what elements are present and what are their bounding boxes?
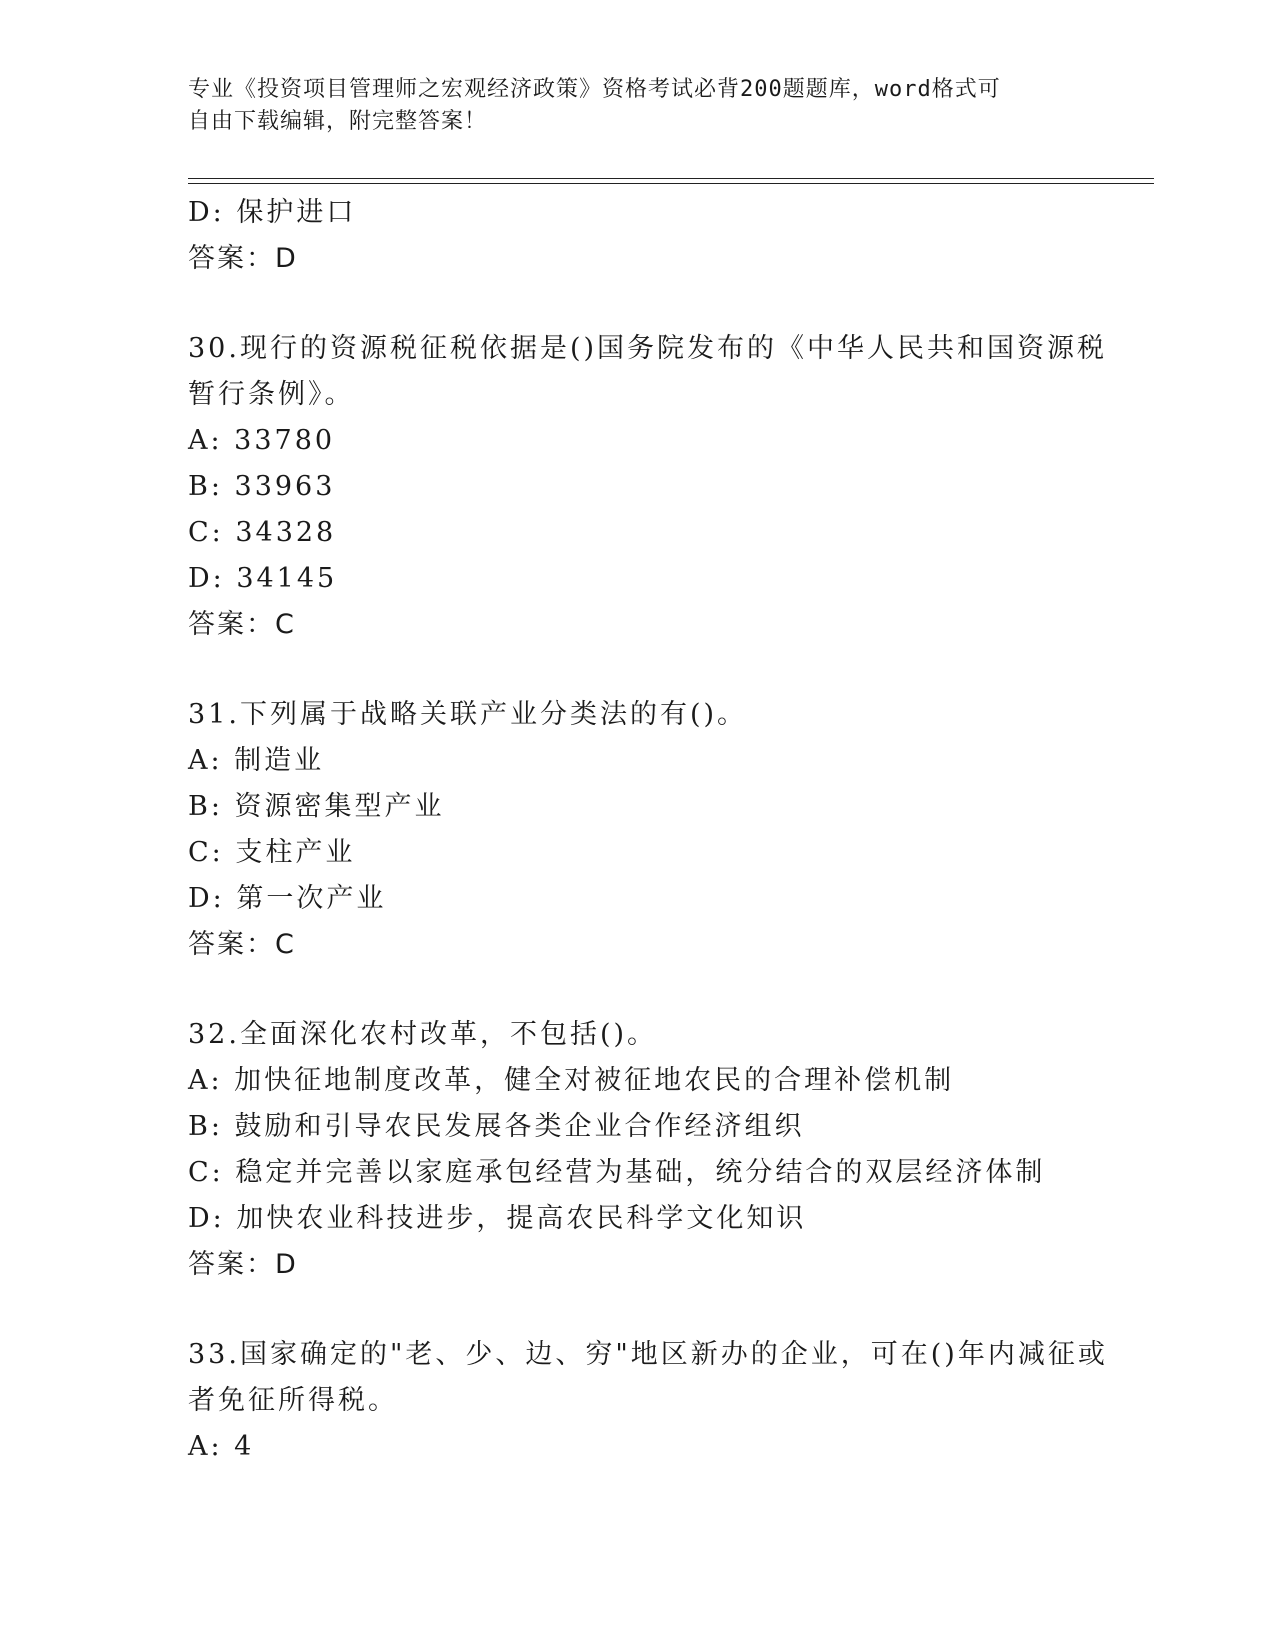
question-32-option-d: D: 加快农业科技进步，提高农民科学文化知识 — [188, 1203, 807, 1234]
question-32-option-b: B: 鼓励和引导农民发展各类企业合作经济组织 — [188, 1111, 805, 1142]
prev-option-d: D: 保护进口 — [188, 197, 357, 228]
question-30-text-line-2: 暂行条例》。 — [188, 379, 355, 410]
question-32-text: 32.全面深化农村改革，不包括()。 — [188, 1019, 658, 1050]
header-title-line-1: 专业《投资项目管理师之宏观经济政策》资格考试必背200题题库，word格式可 — [188, 77, 1001, 102]
spacer — [188, 648, 1088, 692]
spacer — [188, 1288, 1088, 1332]
question-33-text-line-2: 者免征所得税。 — [188, 1385, 398, 1416]
question-33-option-a: A: 4 — [188, 1431, 255, 1462]
prev-answer: 答案：D — [188, 243, 298, 274]
question-32-answer: 答案：D — [188, 1249, 298, 1280]
question-30-answer: 答案：C — [188, 609, 296, 640]
question-30-text-line-1: 30.现行的资源税征税依据是()国务院发布的《中华人民共和国资源税 — [188, 333, 1108, 364]
question-30-option-d: D: 34145 — [188, 563, 338, 594]
question-31-option-a: A: 制造业 — [188, 745, 325, 776]
question-32 — [188, 1012, 1088, 1288]
question-30-option-c: C: 34328 — [188, 517, 337, 548]
spacer — [188, 282, 1088, 326]
header-title-line-2: 自由下载编辑，附完整答案！ — [188, 109, 488, 134]
question-31-text: 31.下列属于战略关联产业分类法的有()。 — [188, 699, 748, 730]
question-30-option-a: A: 33780 — [188, 425, 336, 456]
spacer — [188, 968, 1088, 1012]
header-divider-bottom — [188, 183, 1154, 184]
question-31-option-c: C: 支柱产业 — [188, 837, 356, 868]
question-30-option-b: B: 33963 — [188, 471, 336, 502]
question-31-option-b: B: 资源密集型产业 — [188, 791, 445, 822]
question-30 — [188, 326, 1108, 648]
question-33-text-line-1: 33.国家确定的"老、少、边、穷"地区新办的企业，可在()年内减征或 — [188, 1339, 1108, 1370]
question-31-answer: 答案：C — [188, 929, 296, 960]
header-divider-top — [188, 178, 1154, 179]
document-header — [188, 74, 1088, 138]
question-33 — [188, 1332, 1108, 1470]
question-32-option-c: C: 稳定并完善以家庭承包经营为基础，统分结合的双层经济体制 — [188, 1157, 1046, 1188]
question-list — [188, 190, 1108, 1470]
question-31 — [188, 692, 1088, 968]
question-32-option-a: A: 加快征地制度改革，健全对被征地农民的合理补偿机制 — [188, 1065, 955, 1096]
question-31-option-d: D: 第一次产业 — [188, 883, 387, 914]
